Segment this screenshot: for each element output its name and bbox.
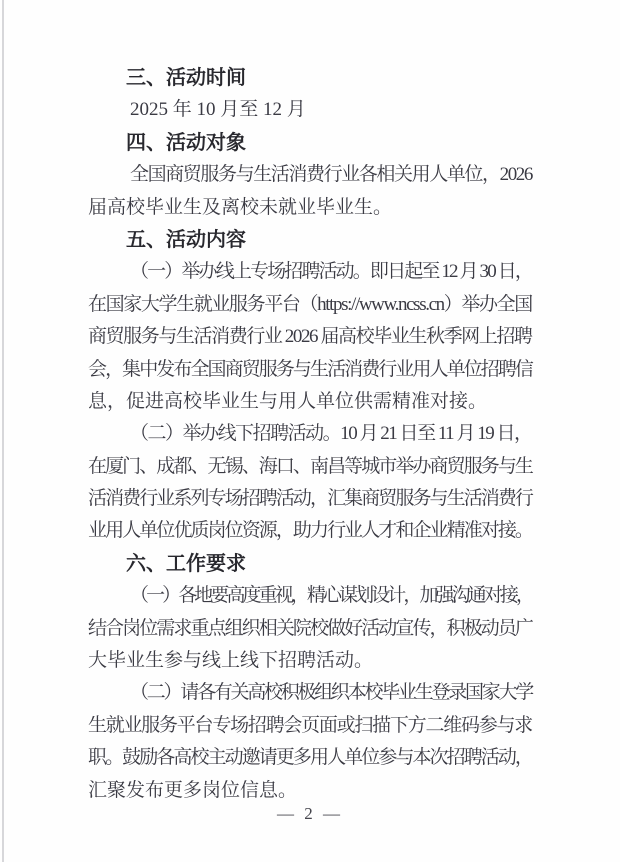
doc-line: 汇聚发布更多岗位信息。 bbox=[88, 779, 298, 801]
doc-line: （二）举办线下招聘活动。10 月 21 日至 11 月 19 日， bbox=[130, 423, 532, 445]
doc-line: 业用人单位优质岗位资源，助力行业人才和企业精准对接。 bbox=[88, 520, 533, 542]
section-heading-activity-target: 四、活动对象 bbox=[126, 131, 246, 154]
doc-line: 在厦门、成都、无锡、海口、南昌等城市举办商贸服务与生 bbox=[88, 455, 533, 477]
doc-line: 结合岗位需求重点组织相关院校做好活动宣传，积极动员广 bbox=[88, 617, 533, 639]
section-heading-work-requirements: 六、工作要求 bbox=[126, 552, 246, 575]
scan-edge-line bbox=[2, 0, 4, 862]
doc-line: 届高校毕业生及离校未就业毕业生。 bbox=[88, 196, 393, 218]
section-heading-activity-time: 三、活动时间 bbox=[126, 67, 246, 89]
doc-line: 会，集中发布全国商贸服务与生活消费行业用人单位招聘信 bbox=[88, 358, 533, 380]
doc-line: 活消费行业系列专场招聘活动，汇集商贸服务与生活消费行 bbox=[88, 488, 533, 510]
doc-line: 大毕业生参与线上线下招聘活动。 bbox=[88, 650, 374, 672]
doc-line: 在国家大学生就业服务平台（https://www.ncss.cn）举办全国 bbox=[88, 293, 532, 315]
doc-line: 生就业服务平台专场招聘会页面或扫描下方二维码参与求 bbox=[88, 714, 533, 736]
doc-line: 息，促进高校毕业生与用人单位供需精准对接。 bbox=[88, 390, 488, 412]
section-heading-activity-content: 五、活动内容 bbox=[126, 228, 246, 251]
doc-line: 全国商贸服务与生活消费行业各相关用人单位，2026 bbox=[130, 164, 533, 186]
doc-line: （二）请各有关高校积极组织本校毕业生登录国家大学 bbox=[130, 682, 533, 704]
doc-line: 2025 年 10 月至 12 月 bbox=[130, 99, 306, 121]
doc-line: （一）各地要高度重视，精心谋划设计，加强沟通对接， bbox=[130, 585, 533, 607]
doc-line: （一）举办线上专场招聘活动。即日起至 12 月 30 日， bbox=[130, 261, 533, 283]
doc-line: 职。鼓励各高校主动邀请更多用人单位参与本次招聘活动， bbox=[88, 747, 533, 769]
page-number: — 2 — bbox=[277, 804, 343, 823]
doc-line: 商贸服务与生活消费行业 2026 届高校毕业生秋季网上招聘 bbox=[88, 326, 532, 348]
document-body bbox=[88, 62, 532, 807]
